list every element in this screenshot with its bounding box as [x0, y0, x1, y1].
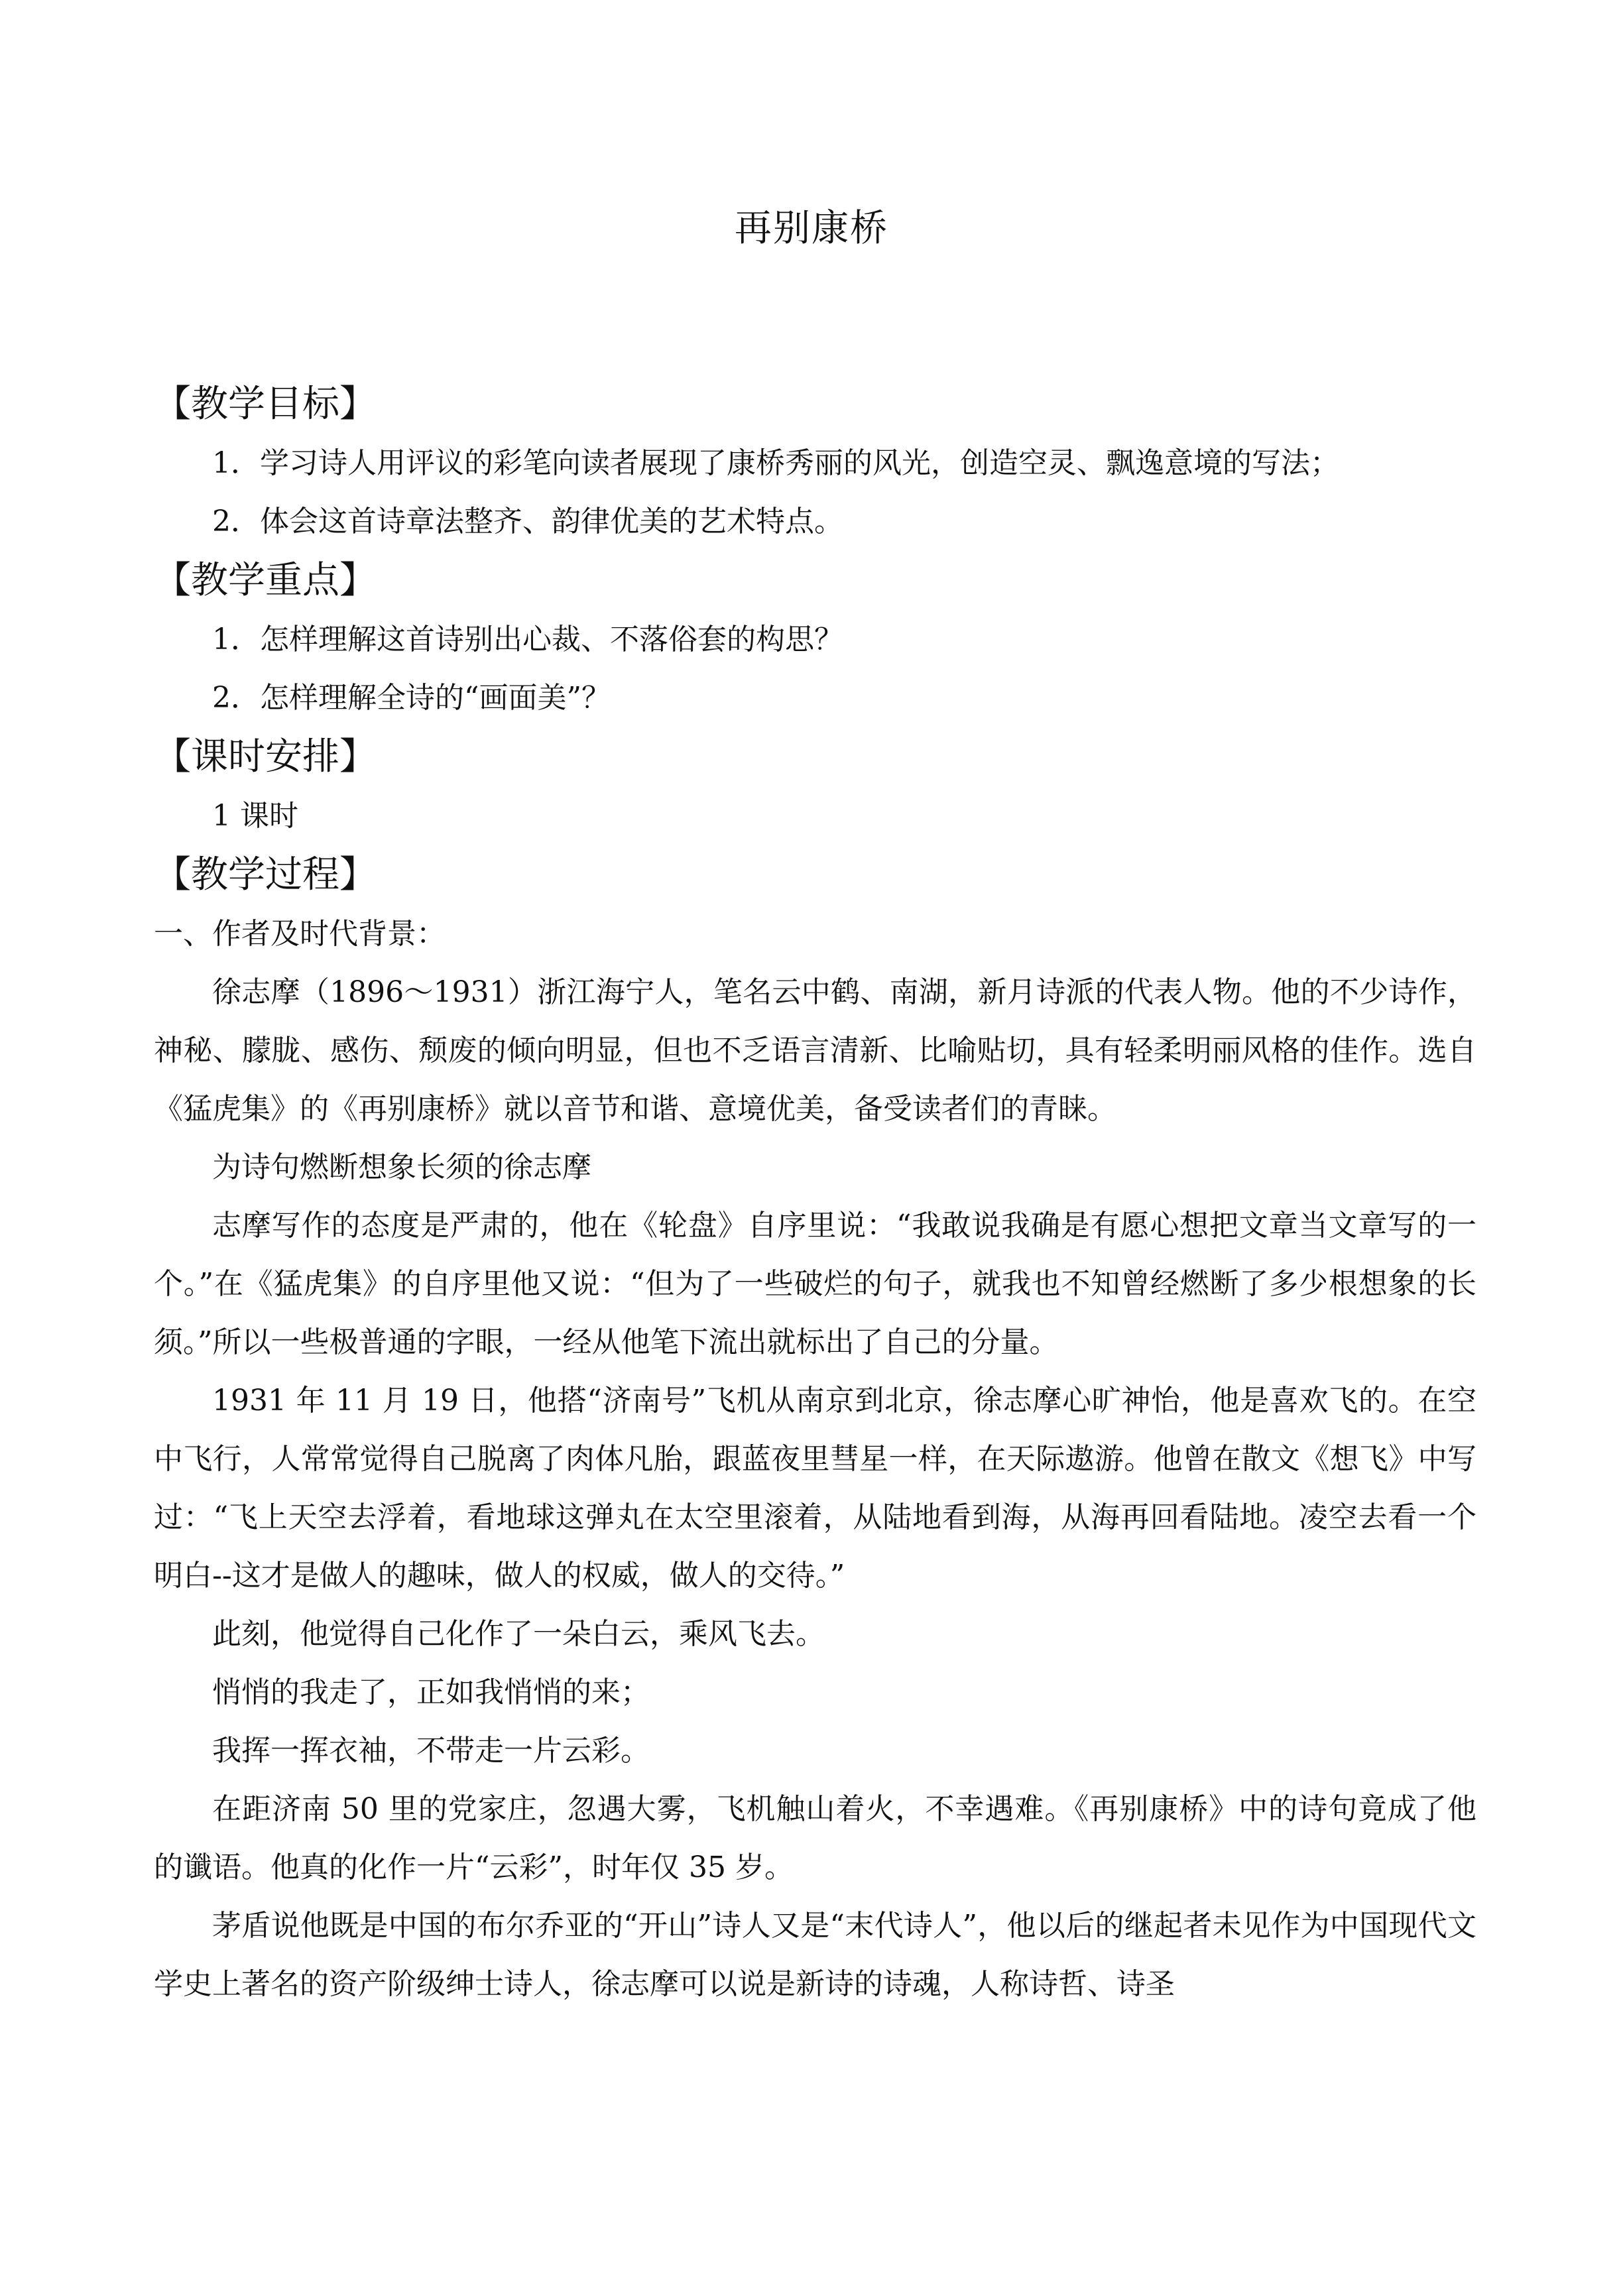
paragraph-white-cloud: 此刻，他觉得自己化作了一朵白云，乘风飞去。 [212, 1617, 825, 1651]
document-body [154, 375, 1476, 2014]
subheading-author-background: 一、作者及时代背景： [154, 917, 446, 951]
document-title: 再别康桥 [735, 207, 888, 250]
heading-schedule: 【课时安排】 [154, 735, 377, 778]
poem-line-1: 悄悄的我走了，正如我悄悄的来； [212, 1675, 650, 1709]
objective-item-1: 1．学习诗人用评议的彩笔向读者展现了康桥秀丽的风光，创造空灵、飘逸意境的写法； [212, 446, 1339, 480]
heading-key-points: 【教学重点】 [154, 559, 377, 602]
heading-teaching-objectives: 【教学目标】 [154, 383, 377, 426]
paragraph-mao-dun-comment: 茅盾说他既是中国的布尔乔亚的“开山”诗人又是“末代诗人”，他以后的继起者未见作为中国现代文学史上著名的资产阶级绅士诗人，徐志摩可以说是新诗的诗魂，人称诗哲、诗圣 [154, 1909, 1476, 2001]
key-point-item-1: 1．怎样理解这首诗别出心裁、不落俗套的构思？ [212, 623, 843, 656]
objective-item-2: 2．体会这首诗章法整齐、韵律优美的艺术特点。 [212, 505, 843, 538]
paragraph-accident: 在距济南 50 里的党家庄，忽遇大雾，飞机触山着火，不幸遇难。《再别康桥》中的诗句竟成了他的谶语。他真的化作一片“云彩”，时年仅 35 岁。 [154, 1792, 1476, 1884]
heading-teaching-process: 【教学过程】 [154, 853, 377, 896]
paragraph-flight: 1931 年 11 月 19 日，他搭“济南号”飞机从南京到北京，徐志摩心旷神怡，他是喜欢飞的。在空中飞行，人常常觉得自己脱离了肉体凡胎，跟蓝夜里彗星一样，在天际遨游。他曾在散文《想飞》中写过：“飞上天空去浮着，看地球这弹丸在太空里滚着，从陆地看到海，从海再回看陆地。凌空去看一个明白--这才是做人的趣味，做人的权威，做人的交待。” [154, 1384, 1476, 1593]
paragraph-section-subtitle: 为诗句燃断想象长须的徐志摩 [212, 1150, 591, 1184]
key-point-item-2: 2．怎样理解全诗的“画面美”？ [212, 681, 611, 715]
poem-line-2: 我挥一挥衣袖，不带走一片云彩。 [212, 1734, 650, 1768]
paragraph-writing-attitude: 志摩写作的态度是严肃的，他在《轮盘》自序里说：“我敢说我确是有愿心想把文章当文章写的一个。”在《猛虎集》的自序里他又说：“但为了一些破烂的句子，就我也不知曾经燃断了多少根想象的长须。”所以一些极普通的字眼，一经从他笔下流出就标出了自己的分量。 [154, 1209, 1476, 1359]
paragraph-author-intro: 徐志摩（1896～1931）浙江海宁人，笔名云中鹤、南湖，新月诗派的代表人物。他的不少诗作，神秘、朦胧、感伤、颓废的倾向明显，但也不乏语言清新、比喻贴切，具有轻柔明丽风格的佳作。选自《猛虎集》的《再别康桥》就以音节和谐、意境优美，备受读者们的青睐。 [154, 975, 1476, 1126]
schedule-item-1: 1 课时 [212, 799, 298, 833]
